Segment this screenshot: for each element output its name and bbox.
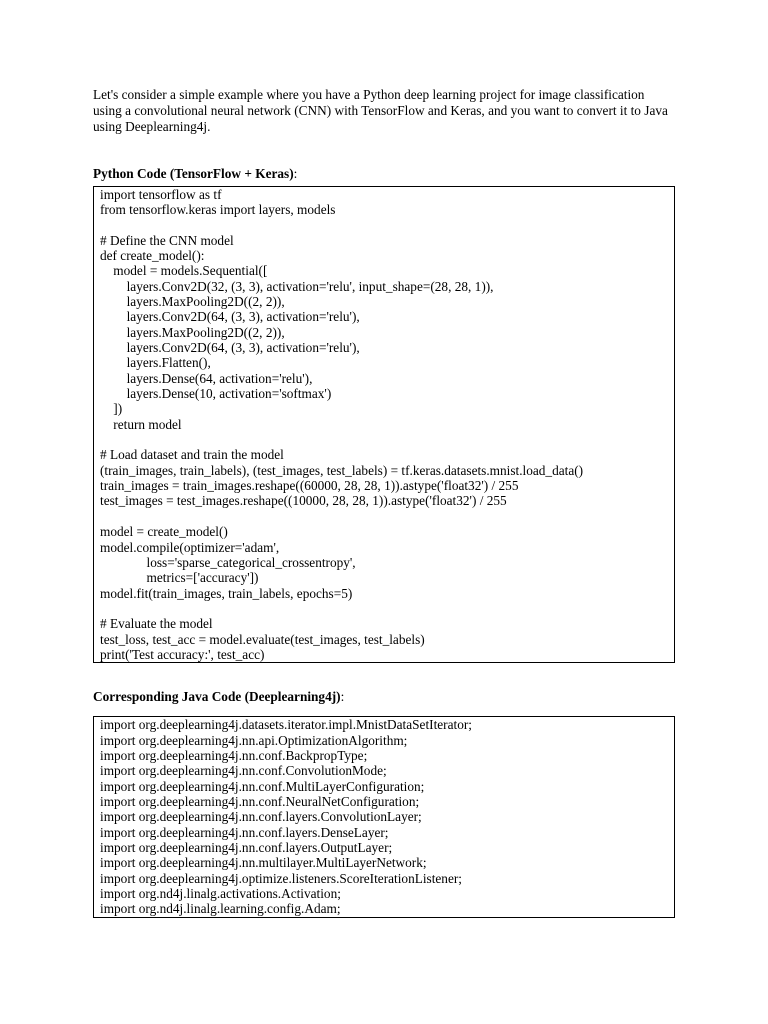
- python-code-line: metrics=['accuracy']): [100, 570, 259, 586]
- python-code-line: layers.Flatten(),: [100, 355, 211, 371]
- java-code-block: [93, 716, 675, 917]
- python-code-line: layers.MaxPooling2D((2, 2)),: [100, 324, 285, 340]
- intro-paragraph: Let's consider a simple example where you have a Python deep learning project for image classification using a convolutional neural network (CNN) with TensorFlow and Keras, and you want to convert it to Java using Deeplearning4j.: [93, 87, 668, 135]
- java-code-line: import org.deeplearning4j.nn.conf.layers.DenseLayer;: [100, 824, 389, 840]
- python-code-heading-colon: :: [293, 165, 298, 181]
- python-code-line: layers.MaxPooling2D((2, 2)),: [100, 294, 285, 310]
- python-code-line: ]): [100, 401, 123, 417]
- python-code-heading-text: Python Code (TensorFlow + Keras): [93, 165, 294, 181]
- python-code-line: model.compile(optimizer='adam',: [100, 539, 280, 555]
- java-code-line: import org.deeplearning4j.nn.conf.layers.OutputLayer;: [100, 840, 393, 856]
- java-code-line: import org.deeplearning4j.nn.conf.MultiLayerConfiguration;: [100, 778, 425, 794]
- java-code-heading: [93, 689, 675, 705]
- java-code-line: import org.deeplearning4j.datasets.iterator.impl.MnistDataSetIterator;: [100, 717, 472, 733]
- python-code-line: # Define the CNN model: [100, 232, 234, 248]
- java-code-line: import org.deeplearning4j.nn.conf.ConvolutionMode;: [100, 763, 387, 779]
- python-code-line: from tensorflow.keras import layers, models: [100, 201, 336, 217]
- python-code-line: return model: [100, 416, 182, 432]
- python-code-line: layers.Conv2D(64, (3, 3), activation='relu'),: [100, 340, 360, 356]
- java-code-heading-colon: :: [340, 689, 345, 705]
- python-code-line: loss='sparse_categorical_crossentropy',: [100, 554, 356, 570]
- python-code-line: [100, 601, 668, 616]
- java-code-line: import org.deeplearning4j.nn.conf.layers.ConvolutionLayer;: [100, 809, 422, 825]
- python-code-line: # Evaluate the model: [100, 616, 213, 632]
- python-code-line: layers.Conv2D(32, (3, 3), activation='relu', input_shape=(28, 28, 1)),: [100, 278, 494, 294]
- python-code-line: layers.Conv2D(64, (3, 3), activation='relu'),: [100, 309, 360, 325]
- python-code-line: train_images = train_images.reshape((60000, 28, 28, 1)).astype('float32') / 255: [100, 478, 519, 494]
- java-code-line: import org.nd4j.linalg.learning.config.Adam;: [100, 901, 341, 917]
- python-code-line: import tensorflow as tf: [100, 186, 222, 202]
- python-code-line: [100, 509, 668, 524]
- python-code-line: model = create_model(): [100, 524, 228, 540]
- python-code-line: [100, 217, 668, 232]
- python-code-line: def create_model():: [100, 247, 205, 263]
- java-code-line: import org.deeplearning4j.nn.conf.NeuralNetConfiguration;: [100, 793, 420, 809]
- java-code-line: import org.deeplearning4j.nn.multilayer.MultiLayerNetwork;: [100, 855, 427, 871]
- java-code-line: import org.deeplearning4j.optimize.listeners.ScoreIterationListener;: [100, 870, 462, 886]
- python-code-line: test_loss, test_acc = model.evaluate(test_images, test_labels): [100, 631, 425, 647]
- python-code-line: model.fit(train_images, train_labels, epochs=5): [100, 585, 353, 601]
- java-code-line: import org.nd4j.linalg.activations.Activation;: [100, 886, 341, 902]
- python-code-line: print('Test accuracy:', test_acc): [100, 646, 265, 662]
- python-code-line: layers.Dense(10, activation='softmax'): [100, 386, 332, 402]
- python-code-line: (train_images, train_labels), (test_images, test_labels) = tf.keras.datasets.mnist.load_data(): [100, 462, 584, 478]
- java-code-line: import org.deeplearning4j.nn.conf.BackpropType;: [100, 747, 368, 763]
- java-code-heading-text: Corresponding Java Code (Deeplearning4j): [93, 689, 341, 705]
- python-code-line: layers.Dense(64, activation='relu'),: [100, 370, 313, 386]
- python-code-line: # Load dataset and train the model: [100, 447, 284, 463]
- python-code-line: model = models.Sequential([: [100, 263, 268, 279]
- python-code-block: [93, 186, 675, 664]
- python-code-line: test_images = test_images.reshape((10000, 28, 28, 1)).astype('float32') / 255: [100, 493, 507, 509]
- document-page: [93, 87, 675, 918]
- python-code-line: [100, 432, 668, 447]
- java-code-line: import org.deeplearning4j.nn.api.OptimizationAlgorithm;: [100, 732, 408, 748]
- python-code-heading: [93, 166, 675, 182]
